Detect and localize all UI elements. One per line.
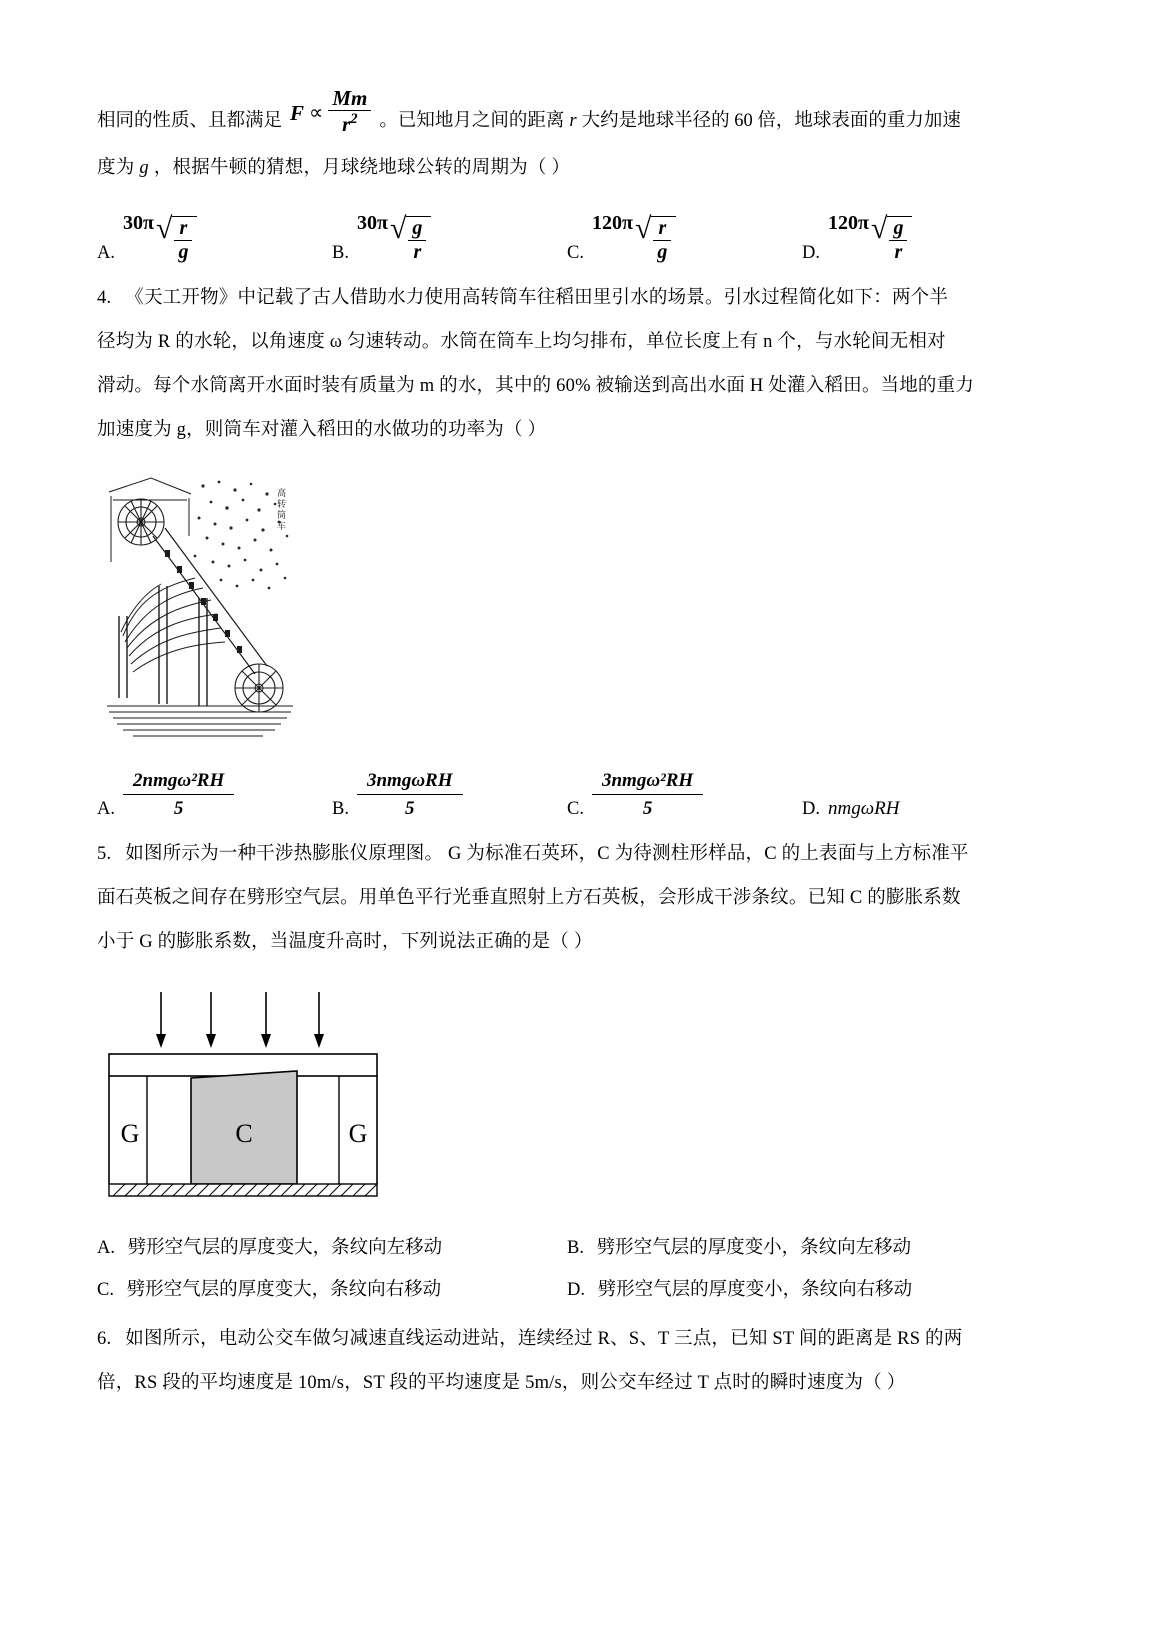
- q6-line-2: 倍，RS 段的平均速度是 10m/s，ST 段的平均速度是 5m/s，则公交车经过 T 点时的瞬时速度为（ ）: [97, 1372, 906, 1393]
- q4-line-4: 加速度为 g，则筒车对灌入稻田的水做功的功率为（ ）: [97, 420, 547, 441]
- q3-option-d-num: g: [893, 217, 904, 240]
- q4-option-d[interactable]: [802, 768, 1037, 821]
- q3-option-b-coef: 30π: [356, 212, 388, 235]
- q4-option-c-den: 5: [592, 794, 703, 822]
- q3-var-g: g: [139, 158, 149, 179]
- formula-F: F: [290, 101, 305, 126]
- q4-option-d-label: D.: [802, 798, 820, 819]
- q3-text2: 大约是地球半径的 60 倍，地球表面的重力加速: [581, 111, 961, 132]
- q3-option-b-label: B.: [332, 243, 349, 264]
- q3-option-c-den: g: [653, 240, 671, 264]
- q3-option-a-num: r: [179, 217, 188, 240]
- q3-option-a-coef: 30π: [123, 212, 154, 235]
- q3-option-b-expr: [357, 212, 431, 266]
- gravitation-formula: [290, 88, 371, 138]
- q3-option-b-frac: [408, 217, 426, 264]
- q3-option-c-label: C.: [567, 243, 584, 264]
- q3-line2-a: 度为: [97, 158, 135, 179]
- woodcut-high-chain-waterwheel: [103, 466, 299, 744]
- q6-text-1: 如图所示，电动公交车做匀减速直线运动进站，连续经过 R、S、T 三点，已知 ST 间的距离是 RS 的两: [125, 1328, 963, 1349]
- q4-option-a-den: 5: [123, 794, 234, 822]
- label-c: C: [235, 1118, 253, 1148]
- q3-option-d-label: D.: [802, 243, 820, 264]
- q3-lead-before: 相同的性质、且都满足: [97, 111, 283, 132]
- q4-line-2: 径均为 R 的水轮，以角速度 ω 匀速转动。水筒在筒车上均匀排布，单位长度上有 n 个，与水轮间无相对: [97, 332, 946, 353]
- q5-option-a-label: A.: [97, 1237, 115, 1258]
- q4-option-c-num: 3nmgω²RH: [601, 770, 694, 792]
- q5-option-b-label: B.: [567, 1237, 584, 1258]
- label-g-right: G: [348, 1118, 368, 1148]
- sqrt-icon: √: [870, 212, 888, 246]
- q3-option-c-expr: [592, 212, 676, 266]
- q5-line-1: [97, 832, 1037, 876]
- q3-options: [97, 212, 1037, 266]
- q4-text-1: 《天工开物》中记载了古人借助水力使用高转筒车往稻田里引水的场景。引水过程简化如下：两个半: [125, 288, 949, 309]
- formula-denominator: [328, 110, 371, 136]
- q5-option-c[interactable]: [97, 1269, 567, 1311]
- q5-option-c-label: C.: [97, 1279, 114, 1300]
- q3-option-c-frac: [653, 217, 671, 264]
- q3-option-a-den: g: [174, 240, 192, 264]
- q5-line-2: 面石英板之间存在劈形空气层。用单色平行光垂直照射上方石英板，会形成干涉条纹。已知 C 的膨胀系数: [97, 887, 961, 908]
- q4-option-b-expr: [357, 768, 463, 821]
- q5-line-3: 小于 G 的膨胀系数，当温度升高时，下列说法正确的是（ ）: [97, 931, 593, 952]
- q5-option-a-text: 劈形空气层的厚度变大，条纹向左移动: [127, 1237, 443, 1258]
- q3-option-d[interactable]: [802, 212, 1037, 266]
- q3-option-a-expr: [123, 212, 197, 266]
- q3-option-b-num: g: [412, 217, 423, 240]
- q5-options-row-2: [97, 1269, 1037, 1311]
- q3-option-c[interactable]: [567, 212, 802, 266]
- q5-text-1: 如图所示为一种干涉热膨胀仪原理图。 G 为标准石英环，C 为待测柱形样品，C 的上表面与上方标准平: [125, 843, 969, 864]
- q3-option-d-coef: 120π: [828, 212, 869, 235]
- q3-option-b-den: r: [408, 240, 426, 264]
- sqrt-icon: √: [155, 212, 173, 246]
- q3-option-b[interactable]: [332, 212, 567, 266]
- q4-option-b[interactable]: [332, 768, 567, 821]
- top-quartz-plate: [109, 1054, 377, 1076]
- q4-line-1: [97, 276, 1037, 320]
- formula-den-var: r: [342, 112, 351, 137]
- page-content: [97, 86, 1037, 1405]
- formula-fraction: [328, 86, 371, 136]
- q4-option-a-num: 2nmgω²RH: [133, 770, 225, 792]
- q3-option-d-den: r: [889, 240, 907, 264]
- q4-option-b-num: 3nmgωRH: [366, 770, 453, 792]
- q3-lead-after: 。已知地月之间的距离: [379, 111, 565, 132]
- sqrt-icon: √: [634, 212, 652, 246]
- q3-option-d-fraction: [887, 216, 912, 266]
- q3-option-b-fraction: [406, 216, 431, 266]
- q3-option-a-label: A.: [97, 243, 115, 264]
- q4-number: 4.: [97, 288, 112, 309]
- q4-option-d-expr: nmgωRH: [828, 797, 900, 819]
- q3-line2-b: ，根据牛顿的猜想，月球绕地球公转的周期为（ ）: [153, 158, 571, 179]
- formula-proportional-sign: ∝: [309, 102, 324, 125]
- q3-option-a-frac: [174, 217, 192, 264]
- q3-second-line: [97, 146, 1037, 190]
- q5-number: 5.: [97, 843, 112, 864]
- q3-option-a-fraction: [172, 216, 197, 266]
- formula-numerator: Mm: [332, 86, 368, 110]
- q4-option-c-expr: [592, 768, 703, 821]
- q6-line-1: [97, 1317, 1037, 1361]
- q4-option-a-expr: [123, 768, 234, 821]
- q3-option-c-num: r: [658, 217, 667, 240]
- q5-option-d-label: D.: [567, 1279, 585, 1300]
- interferometer-diagram: [101, 982, 1037, 1217]
- q5-option-b-text: 劈形空气层的厚度变小，条纹向左移动: [596, 1237, 912, 1258]
- q4-option-b-den: 5: [357, 794, 463, 822]
- q4-option-b-label: B.: [332, 798, 349, 819]
- q4-options: [97, 768, 1037, 821]
- q4-line-3: 滑动。每个水筒离开水面时装有质量为 m 的水，其中的 60% 被输送到高出水面 H 处灌入稻田。当地的重力: [97, 376, 975, 397]
- q4-option-c[interactable]: [567, 768, 802, 821]
- interferometer-svg: [101, 982, 401, 1212]
- label-g-left: G: [120, 1118, 140, 1148]
- q5-options-row-1: [97, 1227, 1037, 1269]
- q3-option-c-fraction: [651, 216, 676, 266]
- q3-lead-line: [97, 86, 1037, 146]
- q5-option-a[interactable]: [97, 1227, 567, 1269]
- light-arrows: [156, 992, 324, 1048]
- q3-option-d-frac: [889, 217, 907, 264]
- q5-option-c-text: 劈形空气层的厚度变大，条纹向右移动: [126, 1279, 442, 1300]
- q4-option-a-label: A.: [97, 798, 115, 819]
- woodcut-svg: [103, 466, 299, 744]
- q5-option-d[interactable]: [567, 1269, 1037, 1311]
- q4-option-a[interactable]: [97, 768, 332, 821]
- q5-option-b[interactable]: [567, 1227, 1037, 1269]
- q3-option-c-coef: 120π: [591, 212, 633, 235]
- q3-var-r: r: [569, 111, 577, 132]
- svg-text:高转筒车: 高转筒车: [276, 488, 286, 533]
- sqrt-icon: √: [389, 212, 407, 246]
- q5-option-d-text: 劈形空气层的厚度变小，条纹向右移动: [597, 1279, 913, 1300]
- q4-option-c-label: C.: [567, 798, 584, 819]
- q6-number: 6.: [97, 1328, 112, 1349]
- q3-option-d-expr: [828, 212, 912, 266]
- formula-den-exp: 2: [350, 111, 358, 128]
- q3-option-a[interactable]: [97, 212, 332, 266]
